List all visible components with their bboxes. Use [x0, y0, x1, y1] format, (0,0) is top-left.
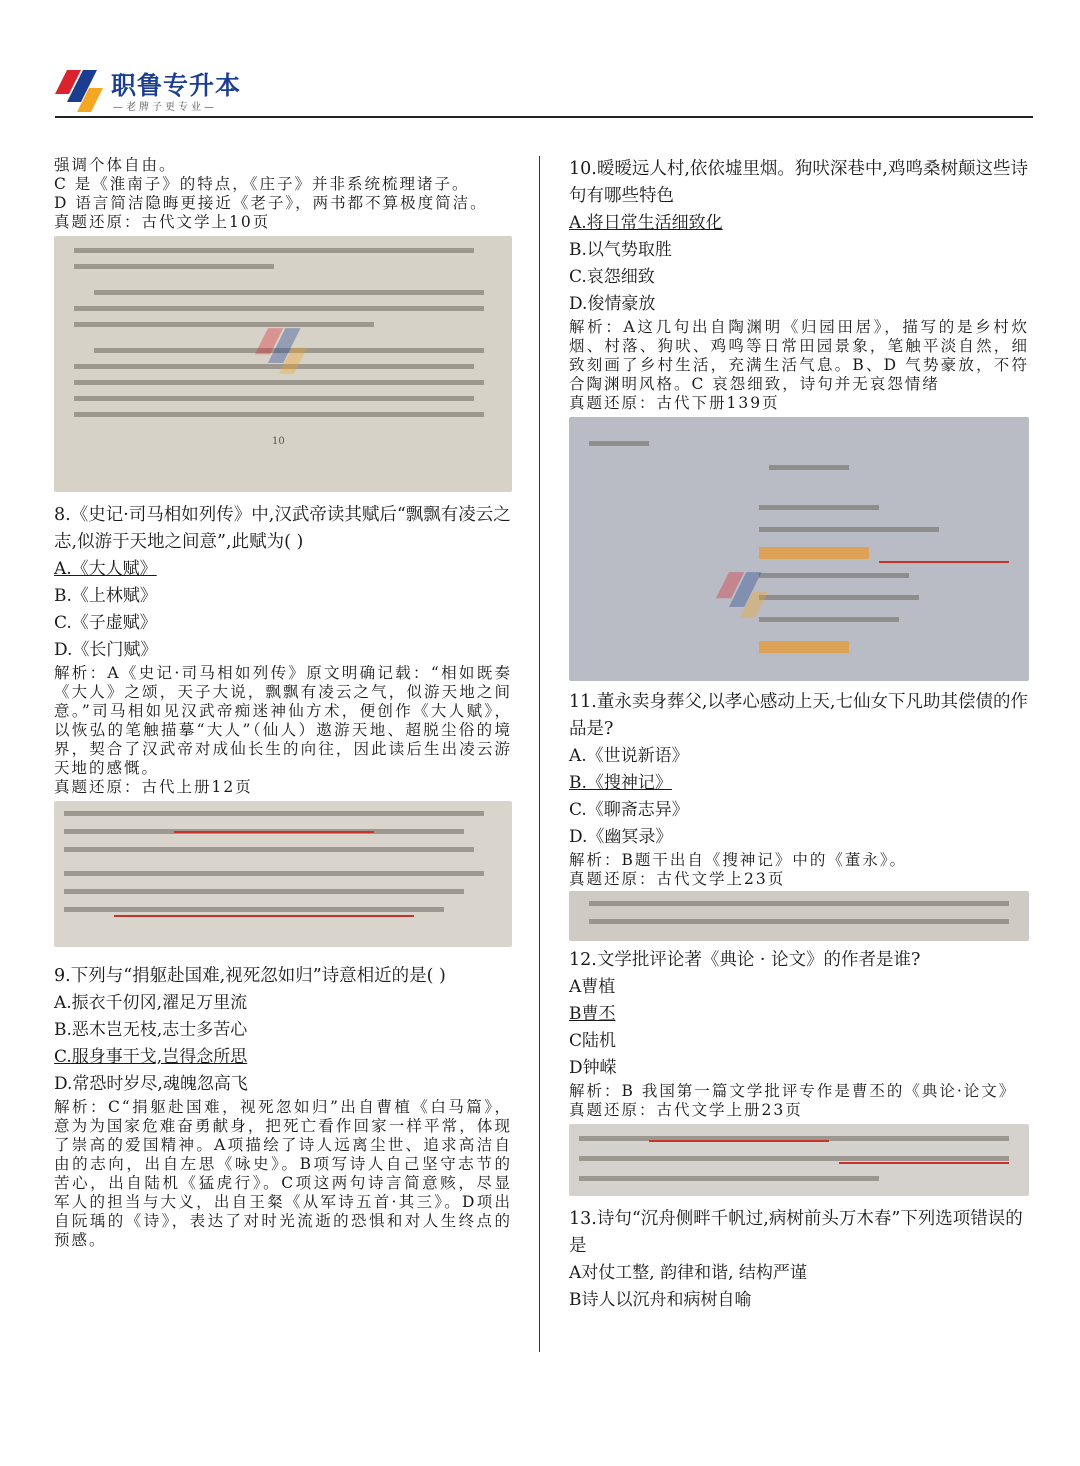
intro-line-2: C 是《淮南子》的特点，《庄子》并非系统梳理诸子。 — [54, 175, 470, 193]
q12-option-b: B曹丕 — [569, 1004, 616, 1024]
textbook-photo-1 — [54, 236, 512, 492]
intro-line-3: D 语言简洁隐晦更接近《老子》，两书都不算极度简洁。 — [54, 194, 488, 212]
textbook-photo-2 — [54, 801, 512, 947]
header-divider — [55, 116, 1033, 118]
q10-option-c: C.哀怨细致 — [569, 267, 655, 287]
orange-highlight — [759, 641, 849, 653]
watermark-icon — [707, 570, 777, 620]
brand-name: 职鲁专升本 — [111, 71, 242, 100]
left-column — [54, 156, 512, 1250]
q13-option-a: A对仗工整, 韵律和谐, 结构严谨 — [569, 1263, 807, 1283]
q12-option-c: C陆机 — [569, 1031, 617, 1051]
photo-text-line — [769, 465, 849, 470]
q10-source: 真题还原：古代下册139页 — [569, 394, 780, 412]
photo-text-line — [759, 595, 919, 600]
q11-stem: 11.董永卖身葬父,以孝心感动上天,七仙女下凡助其偿债的作品是? — [569, 692, 1028, 739]
q8-option-b: B.《上林赋》 — [54, 586, 157, 606]
q9-option-d: D.常恐时岁尽,魂魄忽高飞 — [54, 1074, 248, 1094]
q12-source: 真题还原：古代文学上册23页 — [569, 1101, 803, 1119]
q9-option-c: C.服身事干戈,岂得念所思 — [54, 1047, 248, 1067]
photo-text-line — [94, 290, 484, 295]
q11-option-c: C.《聊斋志异》 — [569, 800, 689, 820]
brand-logo-icon — [55, 68, 103, 114]
q8-stem: 8.《史记·司马相如列传》中,汉武帝读其赋后“飘飘有凌云之志,似游于天地之间意”,此赋为( ) — [54, 505, 511, 552]
photo-text-line — [589, 919, 1009, 924]
q13-option-b: B诗人以沉舟和病树自喻 — [569, 1290, 752, 1310]
q11-option-d: D.《幽冥录》 — [569, 827, 673, 847]
q10-option-b: B.以气势取胜 — [569, 240, 672, 260]
q12-stem: 12.文学批评论著《典论 · 论文》的作者是谁? — [569, 950, 921, 970]
column-divider — [539, 156, 540, 1352]
q12-explanation: 解析：B 我国第一篇文学批评专作是曹丕的《典论·论文》 — [569, 1082, 1017, 1100]
photo-page-number: 10 — [272, 436, 285, 447]
photo-text-line — [64, 871, 484, 876]
textbook-photo-4 — [569, 891, 1029, 941]
photo-text-line — [759, 617, 899, 622]
intro-source: 真题还原：古代文学上10页 — [54, 213, 271, 231]
photo-text-line — [589, 441, 649, 446]
photo-text-line — [74, 412, 484, 417]
photo-text-line — [74, 322, 374, 327]
photo-text-line — [759, 505, 879, 510]
photo-text-line — [74, 306, 484, 311]
q8-explanation: 解析：A《史记·司马相如列传》原文明确记载：“相如既奏《大人》之颂，天子大说，飘飘有凌云之气，似游天地之间意。”司马相如见汉武帝痴迷神仙方术，便创作《大人赋》，以恢弘的笔触描摹“大人”（仙人）遨游天地、超脱尘俗的境界，契合了汉武帝对成仙长生的向往，因此读后生出凌云游天地的感慨。 — [54, 664, 512, 777]
photo-text-line — [74, 380, 484, 385]
q9-option-a: A.振衣千仞冈,濯足万里流 — [54, 993, 248, 1013]
photo-text-line — [589, 901, 1009, 906]
q13-stem: 13.诗句“沉舟侧畔千帆过,病树前头万木春”下列选项错误的是 — [569, 1209, 1023, 1256]
q11-option-a: A.《世说新语》 — [569, 746, 689, 766]
q11-source: 真题还原：古代文学上23页 — [569, 870, 786, 888]
textbook-photo-3 — [569, 417, 1029, 681]
q8-option-d: D.《长门赋》 — [54, 640, 158, 660]
red-annotation-mark — [174, 817, 374, 833]
photo-text-line — [74, 264, 274, 269]
q9-stem: 9.下列与“捐躯赴国难,视死忽如归”诗意相近的是( ) — [54, 966, 446, 986]
photo-text-line — [64, 811, 484, 816]
photo-text-line — [64, 847, 474, 852]
q11-explanation: 解析：B题干出自《搜神记》中的《董永》。 — [569, 851, 908, 869]
photo-text-line — [74, 248, 474, 253]
watermark-icon — [246, 326, 316, 376]
red-annotation-mark — [839, 1148, 1009, 1164]
q12-option-d: D钟嵘 — [569, 1058, 617, 1078]
red-annotation-mark — [649, 1126, 829, 1142]
photo-text-line — [74, 396, 474, 401]
q9-explanation: 解析：C“捐躯赴国难，视死忽如归”出自曹植《白马篇》，意为为国家危难奋勇献身，把死亡看作回家一样平常，体现了崇高的爱国精神。A项描绘了诗人远离尘世、追求高洁自由的志向，出自左思《咏史》。B项写诗人自己坚守志节的苦心，出自陆机《猛虎行》。C项这两句诗言简意赅，尽显军人的担当与大义，出自王粲《从军诗五首·其三》。D项出自阮瑀的《诗》，表达了对时光流逝的恐惧和对人生终点的预感。 — [54, 1098, 512, 1249]
q10-option-d: D.俊情豪放 — [569, 294, 656, 314]
photo-text-line — [64, 889, 464, 894]
red-annotation-mark — [879, 547, 1009, 563]
q10-stem: 10.暧暧远人村,依依墟里烟。狗吠深巷中,鸡鸣桑树颠这些诗句有哪些特色 — [569, 159, 1028, 206]
q10-explanation: 解析：A这几句出自陶渊明《归园田居》，描写的是乡村炊烟、村落、狗吠、鸡鸣等日常田园景象，笔触平淡自然，细致刻画了乡村生活，充满生活气息。B、D 气势豪放，不符合陶渊明风格。C 哀怨细致，诗句并无哀怨情绪 — [569, 318, 1029, 393]
right-column — [569, 156, 1029, 1314]
red-annotation-mark — [114, 901, 414, 917]
q8-option-c: C.《子虚赋》 — [54, 613, 157, 633]
q8-source: 真题还原：古代上册12页 — [54, 778, 253, 796]
photo-text-line — [759, 573, 909, 578]
q11-option-b: B.《搜神记》 — [569, 773, 672, 793]
orange-highlight — [759, 547, 869, 559]
q8-option-a: A.《大人赋》 — [54, 559, 157, 579]
q10-option-a: A.将日常生活细致化 — [569, 213, 723, 233]
q9-option-b: B.恶木岂无枝,志士多苦心 — [54, 1020, 248, 1040]
page-header — [55, 62, 1035, 122]
photo-text-line — [759, 527, 939, 532]
intro-line-1: 强调个体自由。 — [54, 156, 177, 174]
brand-slogan: —老牌子更专业— — [113, 102, 217, 113]
photo-text-line — [579, 1176, 879, 1181]
textbook-photo-5 — [569, 1124, 1029, 1196]
q12-option-a: A曹植 — [569, 977, 616, 997]
